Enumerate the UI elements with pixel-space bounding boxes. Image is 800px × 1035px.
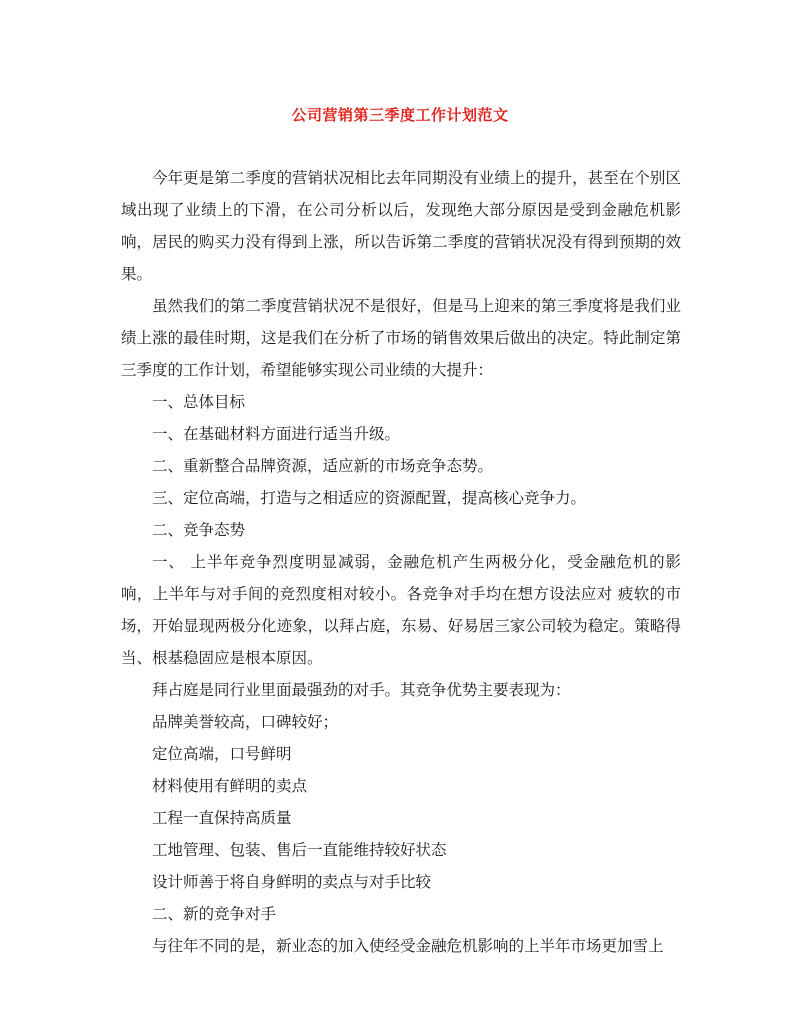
- list-item: 工地管理、包装、售后一直能维持较好状态: [152, 841, 447, 859]
- paragraph-competitor-intro: 拜占庭是同行业里面最强劲的对手。其竞争优势主要表现为：: [152, 681, 571, 699]
- list-item: 设计师善于将自身鲜明的卖点与对手比较: [152, 873, 432, 891]
- heading-competition: 二、竞争态势: [152, 521, 246, 539]
- list-item: 工程一直保持高质量: [152, 809, 292, 827]
- paragraph-intro: 今年更是第二季度的营销状况相比去年同期没有业绩上的提升，甚至在个别区域出现了业绩上的下滑，在公司分析以后，发现绝大部分原因是受到金融危机影响，居民的购买力没有得到上涨，所以告诉第二季度的营销状况没有得到预期的效果。: [121, 169, 681, 283]
- list-item: 定位高端，口号鲜明: [152, 745, 292, 763]
- paragraph-competition-detail: 一、 上半年竞争烈度明显减弱，金融危机产生两极分化，受金融危机的影响，上半年与对手间的竞烈度相对较小。各竞争对手均在想方设法应对 疲软的市场，开始显现两极分化迹象，以拜占庭，东易、好易居三家公司较为稳定。策略得当、根基稳固应是根本原因。: [121, 553, 681, 667]
- list-item: 材料使用有鲜明的卖点: [152, 777, 308, 795]
- heading-new-competitor: 二、新的竞争对手: [152, 905, 277, 923]
- list-item: 品牌美誉较高，口碑较好；: [152, 713, 339, 731]
- document-title: 公司营销第三季度工作计划范文: [291, 106, 509, 124]
- list-item: 一、在基础材料方面进行适当升级。: [152, 425, 401, 443]
- list-item: 三、定位高端，打造与之相适应的资源配置，提高核心竞争力。: [152, 489, 587, 507]
- paragraph-plan-intro: 虽然我们的第二季度营销状况不是很好，但是马上迎来的第三季度将是我们业绩上涨的最佳时期，这是我们在分析了市场的销售效果后做出的决定。特此制定第三季度的工作计划，希望能够实现公司业绩的大提升：: [121, 297, 681, 379]
- document-body: [121, 162, 681, 962]
- list-item: 二、重新整合品牌资源，适应新的市场竞争态势。: [152, 457, 494, 475]
- paragraph-new-competitor: 与往年不同的是，新业态的加入使经受金融危机影响的上半年市场更加雪上: [152, 937, 664, 955]
- heading-overall-goal: 一、总体目标: [152, 393, 246, 411]
